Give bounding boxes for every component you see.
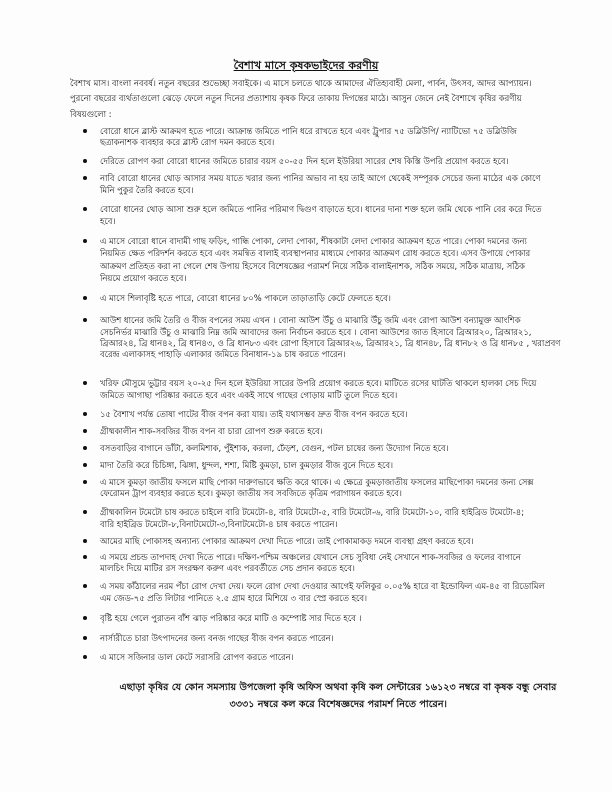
bullet-icon — [83, 239, 87, 243]
bullet-icon — [83, 129, 87, 133]
footer-note-line: ৩৩৩১ নম্বরে কল করে বিশেষজ্ঞদের পরামর্শ নিতে পারেন। — [229, 699, 447, 710]
bullet-icon — [83, 296, 87, 300]
bullet-icon — [83, 176, 87, 180]
bullet-item-line: আউশ ধানের জমি তৈরি ও বীজ বপনের সময় এখন । বোনা আউশ উঁচু ও মাঝারি উঁচু জমি এবং রোপা আউশ বন্যামুক্ত আংশিক — [100, 315, 521, 325]
bullet-item-line: এম জেড-৭৫ প্রতি লিটার পানিতে ২.৫ গ্রাম হারে মিশিয়ে ৩ বার স্প্রে করতে হবে। — [100, 593, 368, 603]
bullet-item-line: নিয়মে প্রয়োগ করতে হবে। — [100, 273, 187, 283]
bullet-item-line: এ মাসে বোরো ধানে বাদামী গাছ ফড়িং, গান্ধি পোকা, লেদা পোকা, শীষকাটা লেদা পোকার আক্রমণ হতে পারে। পোকা দমনের জন্য — [100, 236, 527, 246]
bullet-item-line: মালচিং দিয়ে মাটির রস সংরক্ষণ করুণ এবং পরবর্তীতে সেচ প্রদান করতে হবে। — [100, 563, 355, 573]
bullet-item-line: ব্রিআর২৪, ব্রি ধান৪২, ব্রি ধান৪৩, ও ব্রি ধান৮৩ এবং রোপা হিসাবে ব্রিআর২৬, ব্রিআর২১, ব্রি ধান৪৮, ব্রি ধান৮২ ও ব্রি ধান৮৫ , খরাপ্রবণ — [100, 338, 561, 348]
bullet-item-line: গ্রীষ্মকালিন টমেটো চাষ করতে চাইলে বারি টমেটো-৪, বারি টমেটো-৫, বারি টমেটো-৬, বারি টমেটো-১০, বারি হাইব্রিড টমেটো-৪; — [100, 507, 525, 517]
bullet-item-line: ১৫ বৈশাখ পর্যন্ত তোষা পাটের বীজ বপন করা যায়। তাই যথাসম্ভব দ্রুত বীজ বপন করতে হবে। — [100, 409, 408, 419]
bullet-icon — [83, 584, 87, 588]
bullet-icon — [83, 159, 87, 163]
bullet-icon — [83, 636, 87, 640]
bullet-item-line: বৃষ্টি হয়ে গেলে পুরাতন বাঁশ ঝাড় পরিষ্কার করে মাটি ও কম্পোষ্ট সার দিতে হবে । — [100, 613, 362, 623]
bullet-item-line: ছত্রাকনাশক ব্যবহার করে ব্লাস্ট রোগ দমন করতে হবে। — [100, 137, 275, 147]
bullet-item-line: এ মাসে সজিনার ডাল কেটে সরাসরি রোপণ করতে পারেন। — [100, 652, 294, 662]
intro-line: বিষয়গুলো : — [70, 109, 112, 119]
bullet-item-line: বোরো ধানে ব্লাস্ট আক্রমণ হতে পারে। আক্রান্ত জমিতে পানি ধরে রাখতে হবে এবং ট্রুপার ৭৫ ডব্লিউপি/ ন্যাটিভো ৭৫ ডব্লিউজি — [100, 126, 517, 136]
bullet-item-line: এ মাসে কুমড়া জাতীয় ফসলে মাছি পোকা দারুণভাবে ক্ষতি করে থাকে। এ ক্ষেত্রে কুমড়াজাতীয় ফসলের মাছিপোকা দমনের জন্য সেক্স — [100, 477, 534, 487]
bullet-item-line: সেচনির্ভর মাঝারি উঁচু ও মাঝারি নিম্ন জমি আবাদের জন্য নির্বাচন করতে হবে । বোনা আউশের জাত হিসাবে ব্রিআর২০, ব্রিআর২১, — [100, 327, 532, 337]
bullet-icon — [83, 318, 87, 322]
bullet-icon — [83, 510, 87, 514]
document-title: বৈশাখ মাসে কৃষকভাইদের করণীয় — [233, 59, 379, 72]
bullet-item-line: জমিতে আগাছা পরিষ্কার করতে হবে এবং একই সাথে গাছের গোড়ায় মাটি তুলে দিতে হবে। — [100, 390, 398, 400]
bullet-icon — [83, 555, 87, 559]
bullet-icon — [83, 463, 87, 467]
bullet-icon — [83, 207, 87, 211]
bullet-item-line: মাদা তৈরি করে চিচিঙ্গা, ঝিঙ্গা, ধুন্দল, শশা, মিষ্টি কুমড়া, চাল কুমড়ার বীজ বুনে দিতে হবে। — [100, 460, 394, 470]
intro-line: পুরনো বছরের ব্যর্থতাগুলো ঝেড়ে ফেলে নতুন দিনের প্রত্যাশায় কৃষক ফিরে তাকায় দিগন্তের মাঠে। আসুন জেনে নেই বৈশাখে কৃষির করণীয় — [70, 93, 522, 103]
bullet-item-line: খরিফ মৌসুমে ভুট্টার বয়স ২০-২৫ দিন হলে ইউরিয়া সারের উপরি প্রয়োগ করতে হবে। মাটিতে রসের ঘাটতি থাকলে হালকা সেচ দিয়ে — [100, 378, 537, 388]
bullet-icon — [83, 616, 87, 620]
bullet-item-line: ফেরোমন ট্রাপ ব্যবহার করতে হবে। কুমড়া জাতীয় সব সবজিতে কৃত্রিম পরাগায়ন করতে হবে। — [100, 488, 402, 498]
bullet-item-line: এ মাসে শিলাবৃষ্টি হতে পারে, বোরো ধানের ৮০% পাকলে তাড়াতাড়ি কেটে ফেলতে হবে। — [100, 293, 391, 303]
bullet-item-line: মিনি পুকুর তৈরি করতে হবে। — [100, 185, 194, 195]
bullet-icon — [83, 446, 87, 450]
footer-note-line: এছাড়া কৃষির যে কোন সমস্যায় উপজেলা কৃষি অফিস অথবা কৃষি কল সেন্টারের ১৬১২৩ নম্বরে বা কৃষক বন্ধু সেবার — [119, 682, 557, 693]
bullet-item-line: হবে। — [100, 216, 116, 226]
bullet-item-line: আক্রমণ প্রতিহত করা না গেলে শেষ উপায় হিসেবে বিশেষজ্ঞের পরামর্শ নিয়ে সঠিক বালাইনাশক, সঠিক সময়ে, সঠিক মাত্রায়, সঠিক — [100, 261, 525, 271]
bullet-icon — [83, 429, 87, 433]
bullet-item-line: নাবি বোরো ধানের থোড় আসার সময় যাতে খরার জন্য পানির অভাব না হয় তাই আগে থেকেই সম্পূরক সেচের জন্য মাঠের এক কোণে — [100, 173, 541, 183]
bullet-item-line: এ সময়ে প্রচন্ড তাপদাহ দেখা দিতে পারে। দক্ষিণ-পশ্চিম অঞ্চলের যেখানে সেচ সুবিধা নেই সেখানে শাক-সবজির ও ফলের বাগানে — [100, 552, 521, 562]
bullet-item-line: দেরিতে রোপণ করা বোরো ধানের জমিতে চারার বয়স ৫০-৫৫ দিন হলে ইউরিয়া সারের শেষ কিস্তি উপরি প্রয়োগ করতে হবে। — [100, 156, 509, 166]
intro-line: বৈশাখ মাস। বাংলা নববর্ষ। নতুন বছরের শুভেচ্ছা সবাইকে। এ মাসে চলতে থাকে আমাদের ঐতিহ্যবাহী মেলা, পার্বন, উৎসব, আদর আপ্যায়ন। — [70, 78, 532, 88]
bullet-item-line: এ সময় কাঁঠালের নরম পঁচা রোগ দেখা দেয়। ফলে রোগ দেখা দেওয়ার আগেই ফলিকুর ০.০৫% হারে বা ইন্ডোফিল এম-৪৫ বা রিডোমিল — [100, 581, 545, 591]
bullet-icon — [83, 412, 87, 416]
bullet-icon — [83, 655, 87, 659]
bullet-item-line: নিয়মিত ক্ষেত পরিদর্শন করতে হবে এবং সমন্বিত বালাই ব্যবস্থাপনার মাধ্যমে পোকার আক্রমণ রোধ করতে হবে। এসব উপায়ে পোকার — [100, 248, 531, 258]
bullet-item-line: বোরো ধানের থোড় আসা শুরু হলে জমিতে পানির পরিমাণ দ্বিগুণ বাড়াতে হবে। ধানের দানা শক্ত হলে জমি থেকে পানি বের করে দিতে — [100, 204, 542, 214]
bullet-item-line: বসতবাড়ির বাগানে ডাঁটা, কলমিশাক, পুঁইশাক, করলা, ঢেঁড়শ, বেগুন, পটল চাষের জন্য উদ্যোগ নিতে হবে। — [100, 443, 449, 453]
bullet-item-line: বরেন্দ্র এলাকাসহ পাহাড়ি এলাকার জমিতে বিনাধান-১৯ চাষ করতে পারেন। — [100, 349, 346, 359]
bullet-item-line: গ্রীষ্মকালীন শাক-সবজির বীজ বপন বা চারা রোপণ শুরু করতে হবে। — [100, 426, 323, 436]
bullet-item-line: নার্সারীতে চারা উৎপাদনের জন্য বনজ গাছের বীজ বপন করতে পারেন। — [100, 633, 334, 643]
bullet-icon — [83, 381, 87, 385]
bullet-icon — [83, 480, 87, 484]
bullet-item-line: বারি হাইব্রিড টমেটো-৮,বিনাটমেটো-৩,বিনাটমেটো-৪ চাষ করতে পারেন। — [100, 519, 338, 529]
bullet-icon — [83, 539, 87, 543]
bullet-item-line: আমের মাছি পোকাসহ অন্যান্য পোকার আক্রমণ দেখা দিতে পারে। তাই পোকামাকড় দমনে ব্যবস্থা গ্রহণ করতে হবে। — [100, 536, 474, 546]
